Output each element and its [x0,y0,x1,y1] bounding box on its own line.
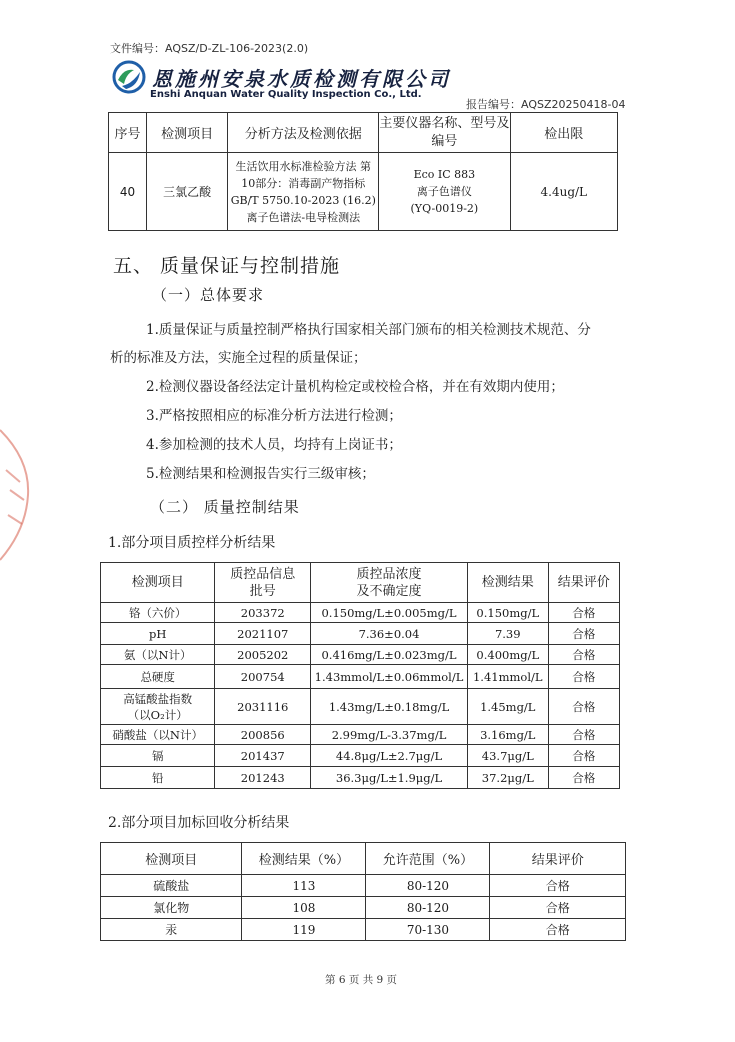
page-number: 第 6 页 共 9 页 [325,974,398,986]
table-row: 高锰酸盐指数 （以O₂计） 2031116 1.43mg/L±0.18mg/L 1.45mg/L 合格 [101,689,620,725]
cell-no: 40 [109,153,147,231]
spike-header-item: 检测项目 [101,843,242,875]
seal-stamp-icon [0,420,40,570]
header-instrument: 主要仪器名称、型号及编号 [379,113,510,153]
table-row: pH 2021107 7.36±0.04 7.39 合格 [101,623,620,645]
header-method: 分析方法及检测依据 [228,113,379,153]
table-row: 汞 119 70-130 合格 [101,919,626,941]
qc-header-evaluation: 结果评价 [548,563,619,603]
table-row: 镉 201437 44.8μg/L±2.7μg/L 43.7μg/L 合格 [101,745,620,767]
requirement-4: 4.参加检测的技术人员，均持有上岗证书； [146,437,402,453]
cell-method: 生活饮用水标准检验方法 第 10部分：消毒副产物指标 GB/T 5750.10-2023 (16.2) 离子色谱法-电导检测法 [228,153,379,231]
qc-header-item: 检测项目 [101,563,215,603]
table-row: 硝酸盐（以N计） 200856 2.99mg/L-3.37mg/L 3.16mg/L 合格 [101,725,620,745]
table-row: 氯化物 108 80-120 合格 [101,897,626,919]
requirement-1-cont: 析的标准及方法，实施全过程的质量保证； [110,350,367,366]
header-serial: 序号 [109,113,147,153]
table-row: 总硬度 200754 1.43mmol/L±0.06mmol/L 1.41mmol/L 合格 [101,665,620,689]
requirement-3: 3.严格按照相应的标准分析方法进行检测； [146,408,402,424]
table-row: 硫酸盐 113 80-120 合格 [101,875,626,897]
spike-table-title: 2.部分项目加标回收分析结果 [108,815,290,831]
subsection-general: （一）总体要求 [152,286,265,304]
qc-table-title: 1.部分项目质控样分析结果 [108,535,276,551]
spike-table [100,842,626,941]
header-limit: 检出限 [510,113,617,153]
table-row: 铅 201243 36.3μg/L±1.9μg/L 37.2μg/L 合格 [101,767,620,789]
qc-header-concentration: 质控品浓度 及不确定度 [311,563,468,603]
company-name-cn: 恩施州安泉水质检测有限公司 [152,67,451,91]
requirement-2: 2.检测仪器设备经法定计量机构检定或校检合格，并在有效期内使用； [146,379,564,395]
company-name-en: Enshi Anquan Water Quality Inspection Co., Ltd. [150,89,422,100]
table-row [109,153,618,231]
cell-instrument: Eco IC 883 离子色谱仪 (YQ-0019-2) [379,153,510,231]
cell-limit: 4.4ug/L [510,153,617,231]
qc-header-batch: 质控品信息 批号 [215,563,311,603]
report-number: 报告编号：AQSZ20250418-04 [466,98,626,111]
header-item: 检测项目 [146,113,227,153]
requirement-1: 1.质量保证与质量控制严格执行国家相关部门颁布的相关检测技术规范、分 [146,322,591,338]
qc-table [100,562,620,789]
table-row: 铬（六价） 203372 0.150mg/L±0.005mg/L 0.150mg/L 合格 [101,603,620,623]
subsection-qc-results: （二） 质量控制结果 [150,498,300,516]
table-row: 氨（以N计） 2005202 0.416mg/L±0.023mg/L 0.400mg/L 合格 [101,645,620,665]
requirement-5: 5.检测结果和检测报告实行三级审核； [146,466,375,482]
cell-item: 三氯乙酸 [146,153,227,231]
company-logo-icon [112,60,146,94]
spike-header-range: 允许范围（%） [366,843,490,875]
spike-header-result: 检测结果（%） [242,843,366,875]
spike-header-evaluation: 结果评价 [490,843,626,875]
method-table [108,112,618,231]
section-title: 五、 质量保证与控制措施 [113,255,341,277]
qc-header-result: 检测结果 [467,563,548,603]
document-code: 文件编号：AQSZ/D-ZL-106-2023(2.0) [110,42,309,55]
